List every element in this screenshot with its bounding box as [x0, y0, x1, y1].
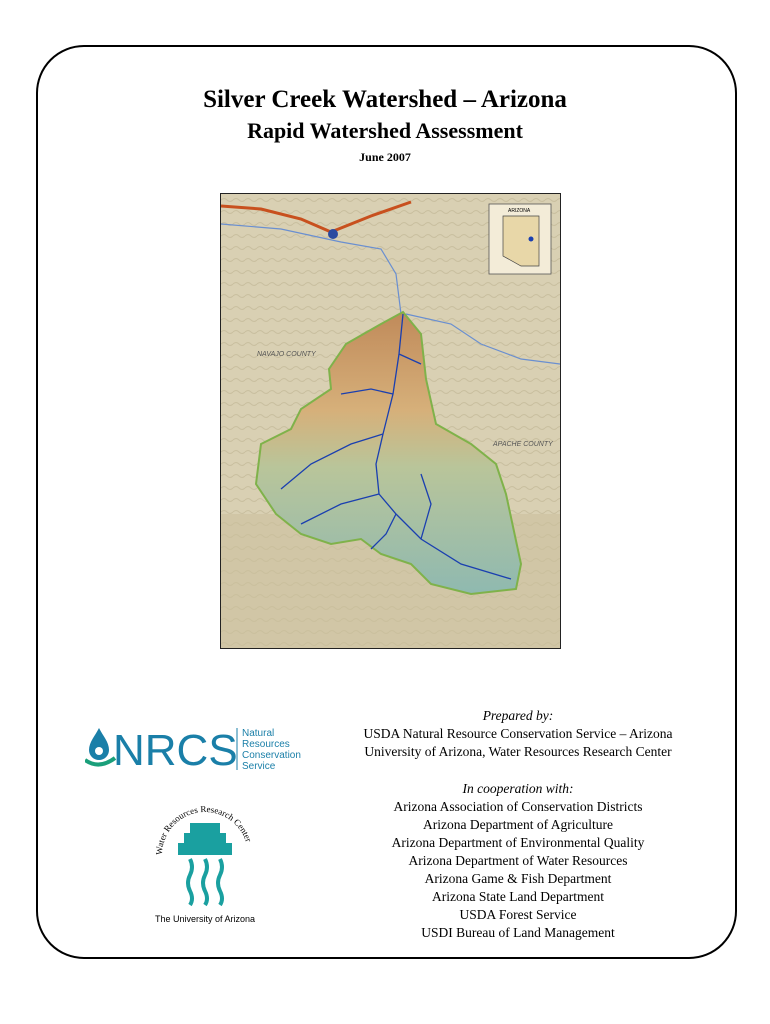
- svg-text:Service: Service: [242, 761, 276, 772]
- prepared-line: USDA Natural Resource Conservation Service – Arizona: [363, 726, 673, 741]
- arizona-inset-map: [489, 204, 551, 274]
- document-date: June 2007: [359, 150, 411, 164]
- prepared-by-section: [318, 707, 718, 761]
- cooperation-line: USDA Forest Service: [459, 907, 577, 922]
- prepared-line: University of Arizona, Water Resources Research Center: [364, 744, 672, 759]
- svg-text:Resources: Resources: [242, 739, 290, 750]
- nrcs-logo: [85, 722, 315, 774]
- prepared-heading: Prepared by:: [482, 708, 554, 723]
- apache-county-label: APACHE COUNTY: [493, 441, 553, 448]
- cooperation-line: Arizona Game & Fish Department: [424, 871, 612, 886]
- interstate-shield: [328, 229, 338, 239]
- water-drop-icon: [89, 728, 109, 760]
- nrcs-acronym: NRCS: [113, 726, 238, 774]
- cooperation-line: USDI Bureau of Land Management: [421, 925, 615, 940]
- cooperation-line: Arizona Department of Water Resources: [408, 853, 628, 868]
- cooperation-line: Arizona Association of Conservation Districts: [393, 799, 643, 814]
- cooperation-section: [318, 780, 718, 942]
- svg-text:Conservation: Conservation: [242, 750, 301, 761]
- document-subtitle: Rapid Watershed Assessment: [247, 118, 523, 143]
- cooperation-line: Arizona State Land Department: [431, 889, 605, 904]
- navajo-county-label: NAVAJO COUNTY: [257, 351, 316, 358]
- inset-title: ARIZONA: [508, 208, 531, 214]
- cooperation-heading: In cooperation with:: [462, 781, 574, 796]
- svg-text:Natural: Natural: [242, 728, 275, 739]
- university-caption: The University of Arizona: [154, 914, 256, 924]
- watershed-map: [220, 193, 561, 649]
- document-title: Silver Creek Watershed – Arizona: [203, 86, 567, 113]
- cooperation-line: Arizona Department of Agriculture: [422, 817, 614, 832]
- cooperation-line: Arizona Department of Environmental Quality: [391, 835, 645, 850]
- wrrc-arc-text: Water Resources Research Center: [153, 803, 254, 856]
